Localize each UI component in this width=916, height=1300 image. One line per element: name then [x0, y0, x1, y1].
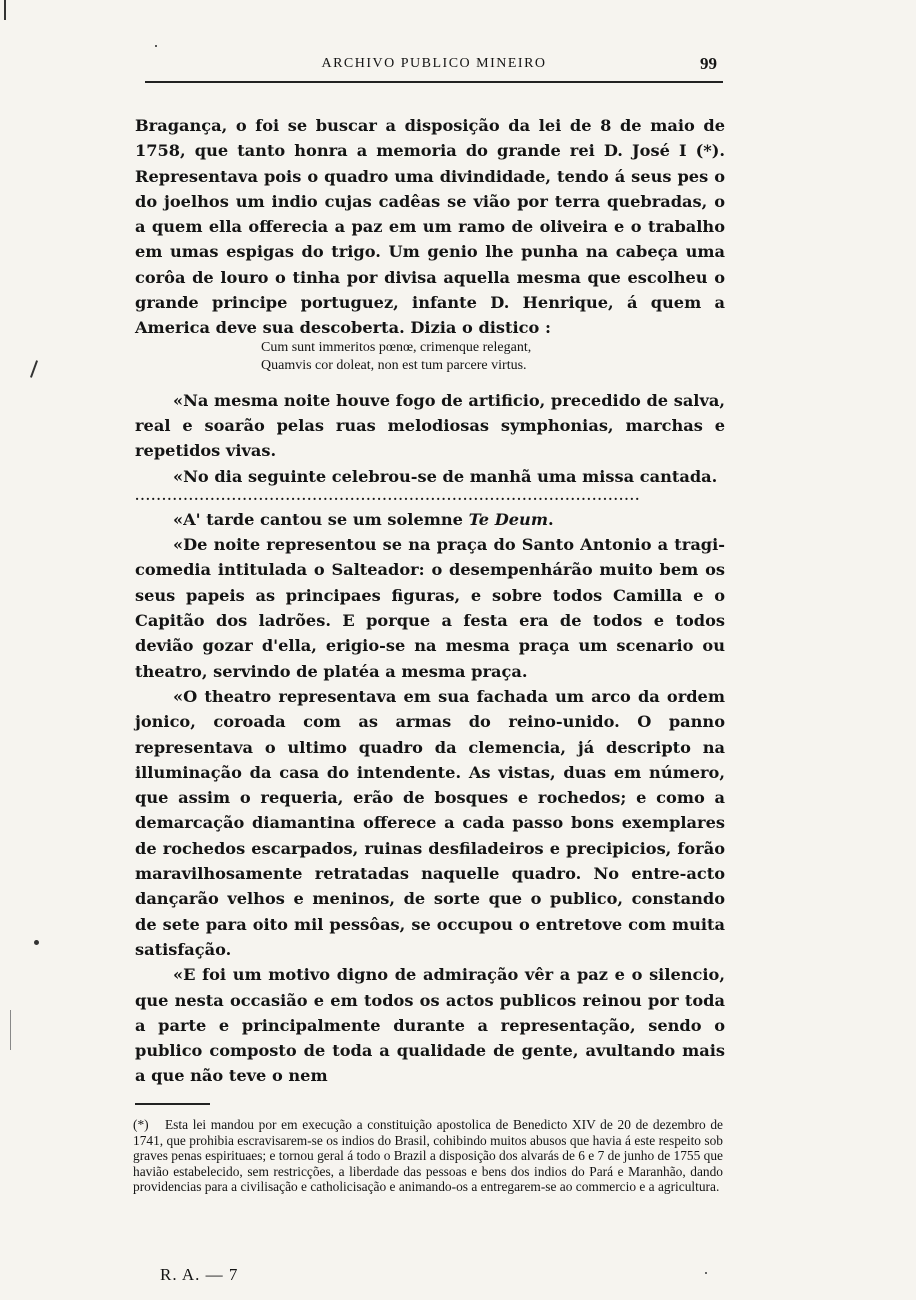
header-rule [145, 81, 723, 83]
ellipsis-rule: ······························································································ [135, 491, 641, 506]
page-edge-mark [4, 0, 6, 20]
margin-mark [30, 360, 38, 378]
signature-mark: R. A. — 7 [160, 1265, 239, 1284]
distich-line: Quamvis cor doleat, non est tum parcere virtus. [261, 358, 527, 374]
paragraph: «No dia seguinte celebrou-se de manhã uma missa cantada. [173, 466, 718, 486]
paragraph: «A' tarde cantou se um solemne Te Deum. [173, 509, 554, 529]
latin-distich [135, 339, 725, 376]
footnote-text: Esta lei mandou por em execução a constituição apostolica de Benedicto XIV de 20 de dezembro de 1741, que prohibia escravisarem-se os indios do Brasil, cohibindo muitos abusos que havia á este respeito sob graves penas espirituaes; e tornou geral á todo o Brazil a disposição dos alvarás de 6 e 7 de junho de 1755 que havião estabelecido, sem restricções, a liberdade das pessoas e bens dos indios do Pará e Maranhão, dando providencias para a civilisação e catholicisação e animando-os a entregarem-se ao commercio e a agricultura. [133, 1117, 723, 1195]
emphasis-text: Te Deum [468, 509, 548, 529]
page-header [145, 56, 723, 80]
margin-mark [34, 940, 39, 945]
footnote-mark: (*) [133, 1117, 149, 1132]
distich-line: Cum sunt immeritos pœnœ, crimenque relegant, [261, 339, 532, 355]
paragraph: Bragança, o foi se buscar a disposição da lei de 8 de maio de 1758, que tanto honra a memoria do grande rei D. José I (*). Representava pois o quadro uma divindidade, tendo á seus pes o do joelhos um indio cujas cadêas se vião por terra quebradas, o a quem ella offerecia a paz em um ramo de oliveira e o trabalho em umas espigas do trigo. Um genio lhe punha na cabeça uma corôa de louro o tinha por divisa aquella mesma que escolheu o grande principe portuguez, infante D. Henrique, á quem a America deve sua descoberta. Dizia o distico : [135, 116, 725, 338]
running-title: ARCHIVO PUBLICO MINEIRO [321, 56, 547, 71]
margin-mark [10, 1010, 11, 1050]
footnote [133, 1117, 723, 1195]
paragraph: «Na mesma noite houve fogo de artificio, precedido de salva, real e soarão pelas ruas melodiosas symphonias, marchas e repetidos vivas. [135, 390, 725, 461]
paragraph: «O theatro representava em sua fachada um arco da ordem jonico, coroada com as armas do reino-unido. O panno representava o ultimo quadro da clemencia, já descripto na illuminação da casa do intendente. As vistas, duas em número, que assim o requeria, erão de bosques e rochedos; e como a demarcação diamantina offerece a cada passo bons exemplares de rochedos escarpados, ruinas desfiladeiros e precipicios, forão maravilhosamente retratadas naquelle quadro. No entre-acto dançarão velhos e meninos, de sorte que o publico, constando de sete para oito mil pessôas, se occupou o entretove com muita satisfação. [135, 686, 725, 959]
main-text [135, 113, 725, 1089]
ink-speck [705, 1272, 707, 1274]
paragraph: «E foi um motivo digno de admiração vêr a paz e o silencio, que nesta occasião e em todos os actos publicos reinou por toda a parte e principalmente durante a representação, sendo o publico composto de toda a qualidade de gente, avultando mais a que não teve o nem [135, 965, 725, 1086]
paragraph: «De noite representou se na praça do Santo Antonio a tragi-comedia intitulada o Salteador: o desempenhárão muito bem os seus papeis as principaes figuras, e sobre todos Camilla e o Capitão dos ladrões. E porque a festa era de todos e todos devião gozar d'ella, erigio-se na mesma praça um scenario ou theatro, servindo de platéa a mesma praça. [135, 535, 725, 681]
ink-speck [155, 45, 157, 47]
page-number: 99 [700, 54, 717, 73]
footnote-rule [135, 1103, 210, 1105]
